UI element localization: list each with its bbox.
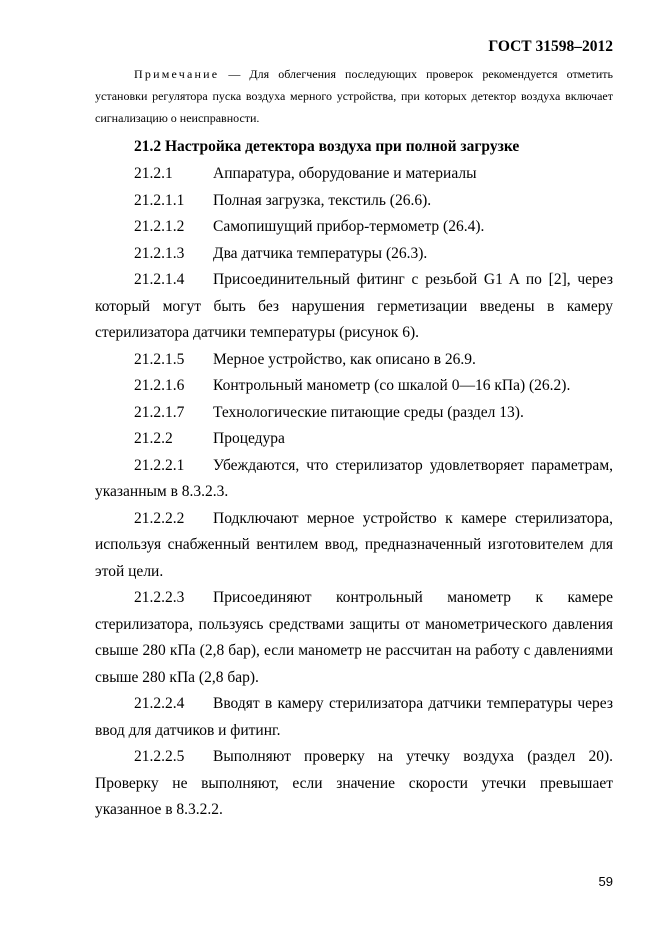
clause-list [95, 161, 613, 824]
clause-number: 21.2.1.3 [134, 244, 185, 262]
clause-item [95, 188, 613, 215]
clause-number: 21.2.2.1 [134, 456, 185, 474]
note-label: Примечание [134, 67, 220, 81]
page-number: 59 [598, 874, 613, 889]
clause-item [95, 506, 613, 586]
clause-text: Два датчика температуры (26.3). [213, 244, 428, 262]
clause-text: Выполняют проверку на утечку воздуха (раздел 20). Проверку не выполняют, если значение скорости утечки превышает указанное в 8.3.2.2. [95, 748, 613, 818]
clause-text: Мерное устройство, как описано в 26.9. [213, 350, 476, 368]
clause-number: 21.2.2.5 [134, 748, 185, 765]
clause-number: 21.2.2.2 [134, 509, 185, 527]
clause-text: Убеждаются, что стерилизатор удовлетворяет параметрам, указанным в 8.3.2.3. [95, 456, 613, 500]
clause-text: Контрольный манометр (со шкалой 0—16 кПа) (26.2). [213, 377, 571, 394]
clause-item [95, 453, 613, 506]
clause-number: 21.2.1.6 [134, 377, 185, 394]
clause-number: 21.2.1.4 [134, 271, 185, 288]
clause-number: 21.2.1.2 [134, 218, 185, 235]
clause-number: 21.2.2.3 [134, 589, 185, 606]
clause-item [95, 744, 613, 824]
clause-item [95, 241, 613, 268]
clause-item [95, 347, 613, 374]
note-text: — Для облегчения последующих проверок рекомендуется отметить установки регулятора пуска воздуха мерного устройства, при которых детектор воздуха включает сигнализацию о неисправности. [95, 67, 613, 125]
clause-number: 21.2.2 [134, 430, 173, 447]
clause-text: Подключают мерное устройство к камере стерилизатора, используя снабженный вентилем ввод, предназначенный изготовителем для этой цели. [95, 509, 613, 580]
clause-item [95, 373, 613, 400]
clause-text: Вводят в камеру стерилизатора датчики температуры через ввод для датчиков и фитинг. [95, 695, 613, 739]
note-paragraph [95, 63, 613, 129]
clause-item [95, 585, 613, 691]
clause-item [95, 426, 613, 453]
clause-item [95, 214, 613, 241]
section-heading: 21.2 Настройка детектора воздуха при полной загрузке [134, 138, 520, 155]
clause-text: Процедура [213, 430, 285, 447]
clause-number: 21.2.1.5 [134, 350, 185, 368]
clause-number: 21.2.2.4 [134, 695, 185, 712]
clause-number: 21.2.1.7 [134, 403, 185, 421]
clause-item [95, 161, 613, 188]
clause-text: Самопишущий прибор-термометр (26.4). [213, 218, 485, 235]
clause-text: Аппаратура, оборудование и материалы [213, 165, 477, 182]
note-block [95, 63, 613, 129]
clause-item [95, 691, 613, 744]
clause-item [95, 400, 613, 427]
clause-text: Полная загрузка, текстиль (26.6). [213, 191, 432, 209]
document-header: ГОСТ 31598–2012 [488, 38, 613, 55]
clause-text: Присоединяют контрольный манометр к камере стерилизатора, пользуясь средствами защиты от манометрического давления свыше 280 кПа (2,8 бар), если манометр не рассчитан на работу с давлениями свыше 280 кПа (2,8 бар). [95, 589, 613, 686]
clause-text: Технологические питающие среды (раздел 13). [213, 403, 524, 421]
clause-item [95, 267, 613, 347]
clause-number: 21.2.1 [134, 165, 173, 182]
document-body [95, 134, 613, 824]
clause-number: 21.2.1.1 [134, 191, 185, 209]
clause-text: Присоединительный фитинг с резьбой G1 A по [2], через который могут быть без нарушения герметизации введены в камеру стерилизатора датчики температуры (рисунок 6). [95, 271, 613, 341]
